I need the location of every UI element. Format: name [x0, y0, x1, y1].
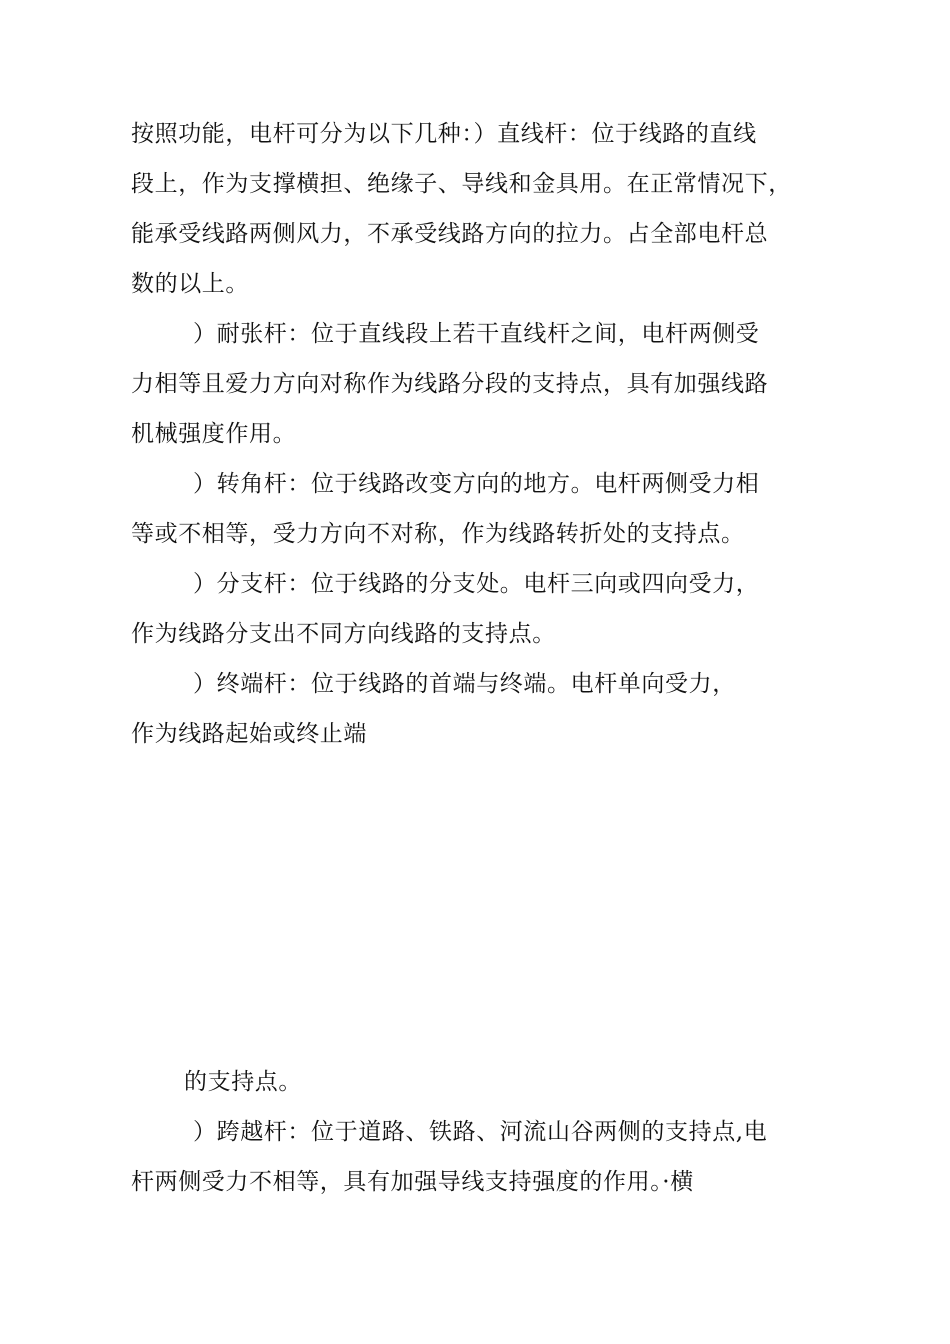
text-line-16: 杆两侧受力不相等，具有加强导线支持强度的作用。·横: [131, 1169, 694, 1195]
text-line-4: 数的以上。: [131, 271, 249, 297]
text-line-10: ）分支杆：位于线路的分支处。电杆三向或四向受力，: [193, 571, 760, 597]
text-line-5: ）耐张杆：位于直线段上若干直线杆之间，电杆两侧受: [193, 321, 760, 347]
text-line-9: 等或不相等，受力方向不对称，作为线路转折处的支持点。: [131, 521, 745, 547]
text-line-6: 力相等且爱力方向对称作为线路分段的支持点，具有加强线路: [131, 371, 769, 397]
text-line-12: ）终端杆：位于线路的首端与终端。电杆单向受力，: [193, 671, 736, 697]
text-line-1: 按照功能，电杆可分为以下几种：）直线杆：位于线路的直线: [131, 121, 757, 147]
text-line-3: 能承受线路两侧风力，不承受线路方向的拉力。占全部电杆总: [131, 221, 769, 247]
text-line-7: 机械强度作用。: [131, 421, 297, 447]
text-line-11: 作为线路分支出不同方向线路的支持点。: [131, 621, 556, 647]
text-line-15: ）跨越杆：位于道路、铁路、河流山谷两侧的支持点,电: [193, 1119, 768, 1145]
text-line-2: 段上，作为支撑横担、绝缘子、导线和金具用。在正常情况下，: [131, 171, 792, 197]
text-line-8: ）转角杆：位于线路改变方向的地方。电杆两侧受力相: [193, 471, 760, 497]
text-line-14: 的支持点。: [184, 1069, 302, 1095]
text-line-13: 作为线路起始或终止端: [131, 721, 367, 747]
